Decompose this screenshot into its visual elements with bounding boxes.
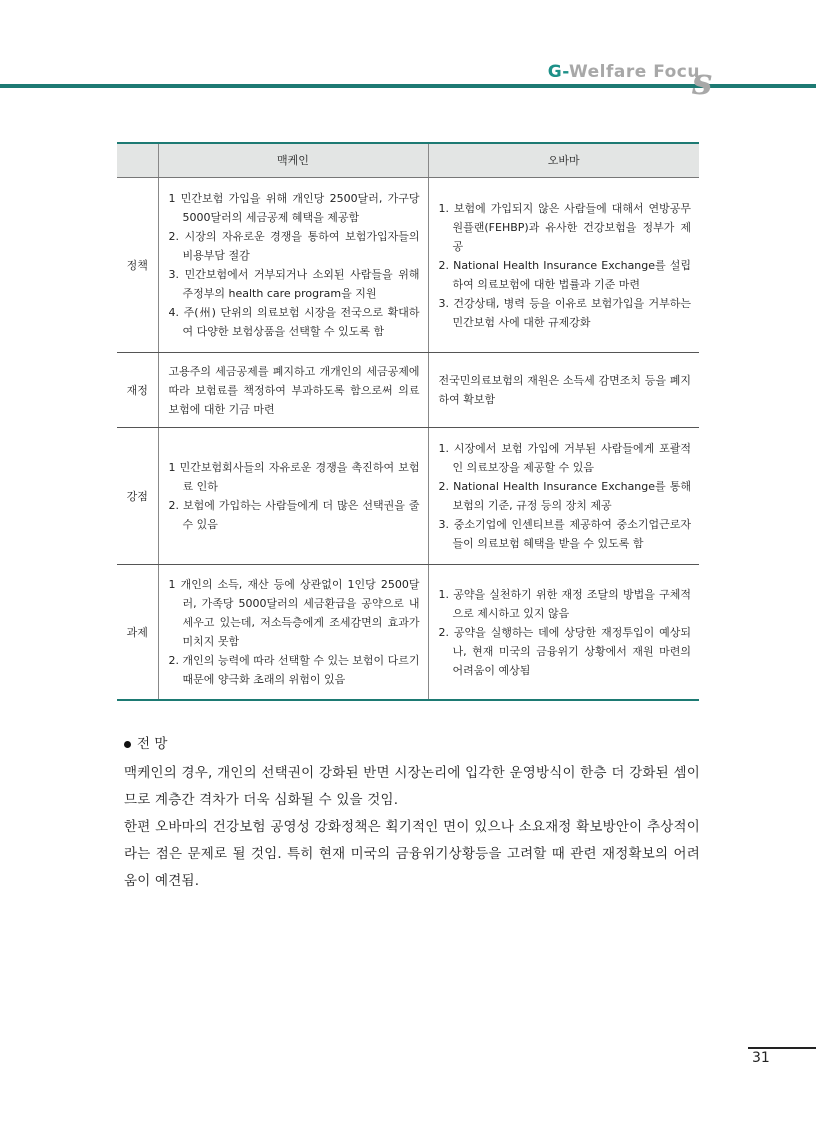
cell-mccain-strengths xyxy=(158,428,428,565)
list-item: 4. 주(州) 단위의 의료보험 시장을 전국으로 확대하여 다양한 보험상품을 선택할 수 있도록 함 xyxy=(168,306,420,338)
outlook-paragraph: 맥케인의 경우, 개인의 선택권이 강화된 반면 시장논리에 입각한 운영방식이 한층 더 강화된 셈이므로 계층간 격차가 더욱 심화될 수 있을 것임. xyxy=(124,765,700,808)
list-item: 2. 보험에 가입하는 사람들에게 더 많은 선택권을 줄 수 있음 xyxy=(168,499,420,531)
header-cell-obama: 오바마 xyxy=(428,143,699,178)
list-item: 1. 시장에서 보험 가입에 거부된 사람들에게 포괄적인 의료보장을 제공할 수 있음 xyxy=(438,442,691,474)
table-row-challenges xyxy=(117,565,699,701)
outlook-heading xyxy=(124,731,700,758)
list-item: 1 민간보험 가입을 위해 개인당 2500달러, 가구당 5000달러의 세금공제 혜택을 제공함 xyxy=(168,192,420,224)
page-number-rule xyxy=(748,1047,816,1049)
list-item: 1. 공약을 실천하기 위한 재정 조달의 방법을 구체적으로 제시하고 있지 않음 xyxy=(438,587,691,620)
bullet-icon xyxy=(124,741,131,748)
list-item: 1 개인의 소득, 재산 등에 상관없이 1인당 2500달러, 가족당 5000달러의 세금환급을 공약으로 내세우고 있는데, 저소득층에게 조세감면의 효과가 미치지 못함 xyxy=(168,578,420,648)
cell-mccain-challenges xyxy=(158,565,428,701)
page-number: 31 xyxy=(752,1050,770,1066)
row-label-finance: 재정 xyxy=(117,353,158,428)
list-item: 2. National Health Insurance Exchange를 통해 보험의 기준, 규정 등의 장치 제공 xyxy=(438,480,691,512)
header-cell-mccain: 맥케인 xyxy=(158,143,428,178)
cell-obama-policy xyxy=(428,178,699,353)
table-row-finance xyxy=(117,353,699,428)
list-item: 2. 공약을 실행하는 데에 상당한 재정투입이 예상되나, 현재 미국의 금융위기 상황에서 재원 마련의 어려움이 예상됨 xyxy=(438,625,691,677)
header-cell-empty xyxy=(117,143,158,178)
list-item: 2. National Health Insurance Exchange를 설립하여 의료보험에 대한 법률과 기준 마련 xyxy=(438,258,691,291)
list-item: 3. 중소기업에 인센티브를 제공하여 중소기업근로자들이 의료보험 혜택을 받을 수 있도록 함 xyxy=(438,518,691,550)
list-item: 2. 개인의 능력에 따라 선택할 수 있는 보험이 다르기 때문에 양극화 초래의 위험이 있음 xyxy=(168,654,420,686)
row-label-strengths: 강점 xyxy=(117,428,158,565)
list-item: 3. 건강상태, 병력 등을 이유로 보험가입을 거부하는 민간보험 사에 대한 규제강화 xyxy=(438,296,691,329)
brand-logo-s: s xyxy=(692,61,713,103)
comparison-table xyxy=(117,142,699,701)
brand-logo: G-Welfare Focu xyxy=(547,62,700,82)
outlook-section xyxy=(124,731,700,895)
table-header-row xyxy=(117,143,699,178)
outlook-heading-text: 전 망 xyxy=(137,736,168,752)
list-item: 1. 보험에 가입되지 않은 사람들에 대해서 연방공무원플랜(FEHBP)과 유사한 건강보험을 정부가 제공 xyxy=(438,201,691,253)
outlook-paragraph: 한편 오바마의 건강보험 공영성 강화정책은 획기적인 면이 있으나 소요재정 확보방안이 추상적이라는 점은 문제로 될 것임. 특히 현재 미국의 금융위기상황등을 고려할 때 관련 재정확보의 어려움이 예견됨. xyxy=(124,819,700,889)
row-label-challenges: 과제 xyxy=(117,565,158,701)
cell-obama-challenges xyxy=(428,565,699,701)
row-label-policy: 정책 xyxy=(117,178,158,353)
list-item: 1 민간보험회사들의 자유로운 경쟁을 촉진하여 보험료 인하 xyxy=(168,461,420,493)
cell-obama-finance: 전국민의료보험의 재원은 소득세 감면조치 등을 폐지하여 확보함 xyxy=(428,353,699,428)
cell-mccain-policy xyxy=(158,178,428,353)
list-item: 2. 시장의 자유로운 경쟁을 통하여 보험가입자들의 비용부담 절감 xyxy=(168,230,420,262)
table-row-policy xyxy=(117,178,699,353)
cell-mccain-finance: 고용주의 세금공제를 폐지하고 개개인의 세금공제에 따라 보험료를 책정하여 부과하도록 함으로써 의료보험에 대한 기금 마련 xyxy=(158,353,428,428)
list-item: 3. 민간보험에서 거부되거나 소외된 사람들을 위해 주정부의 health care program을 지원 xyxy=(168,268,420,300)
cell-obama-strengths xyxy=(428,428,699,565)
table-row-strengths xyxy=(117,428,699,565)
